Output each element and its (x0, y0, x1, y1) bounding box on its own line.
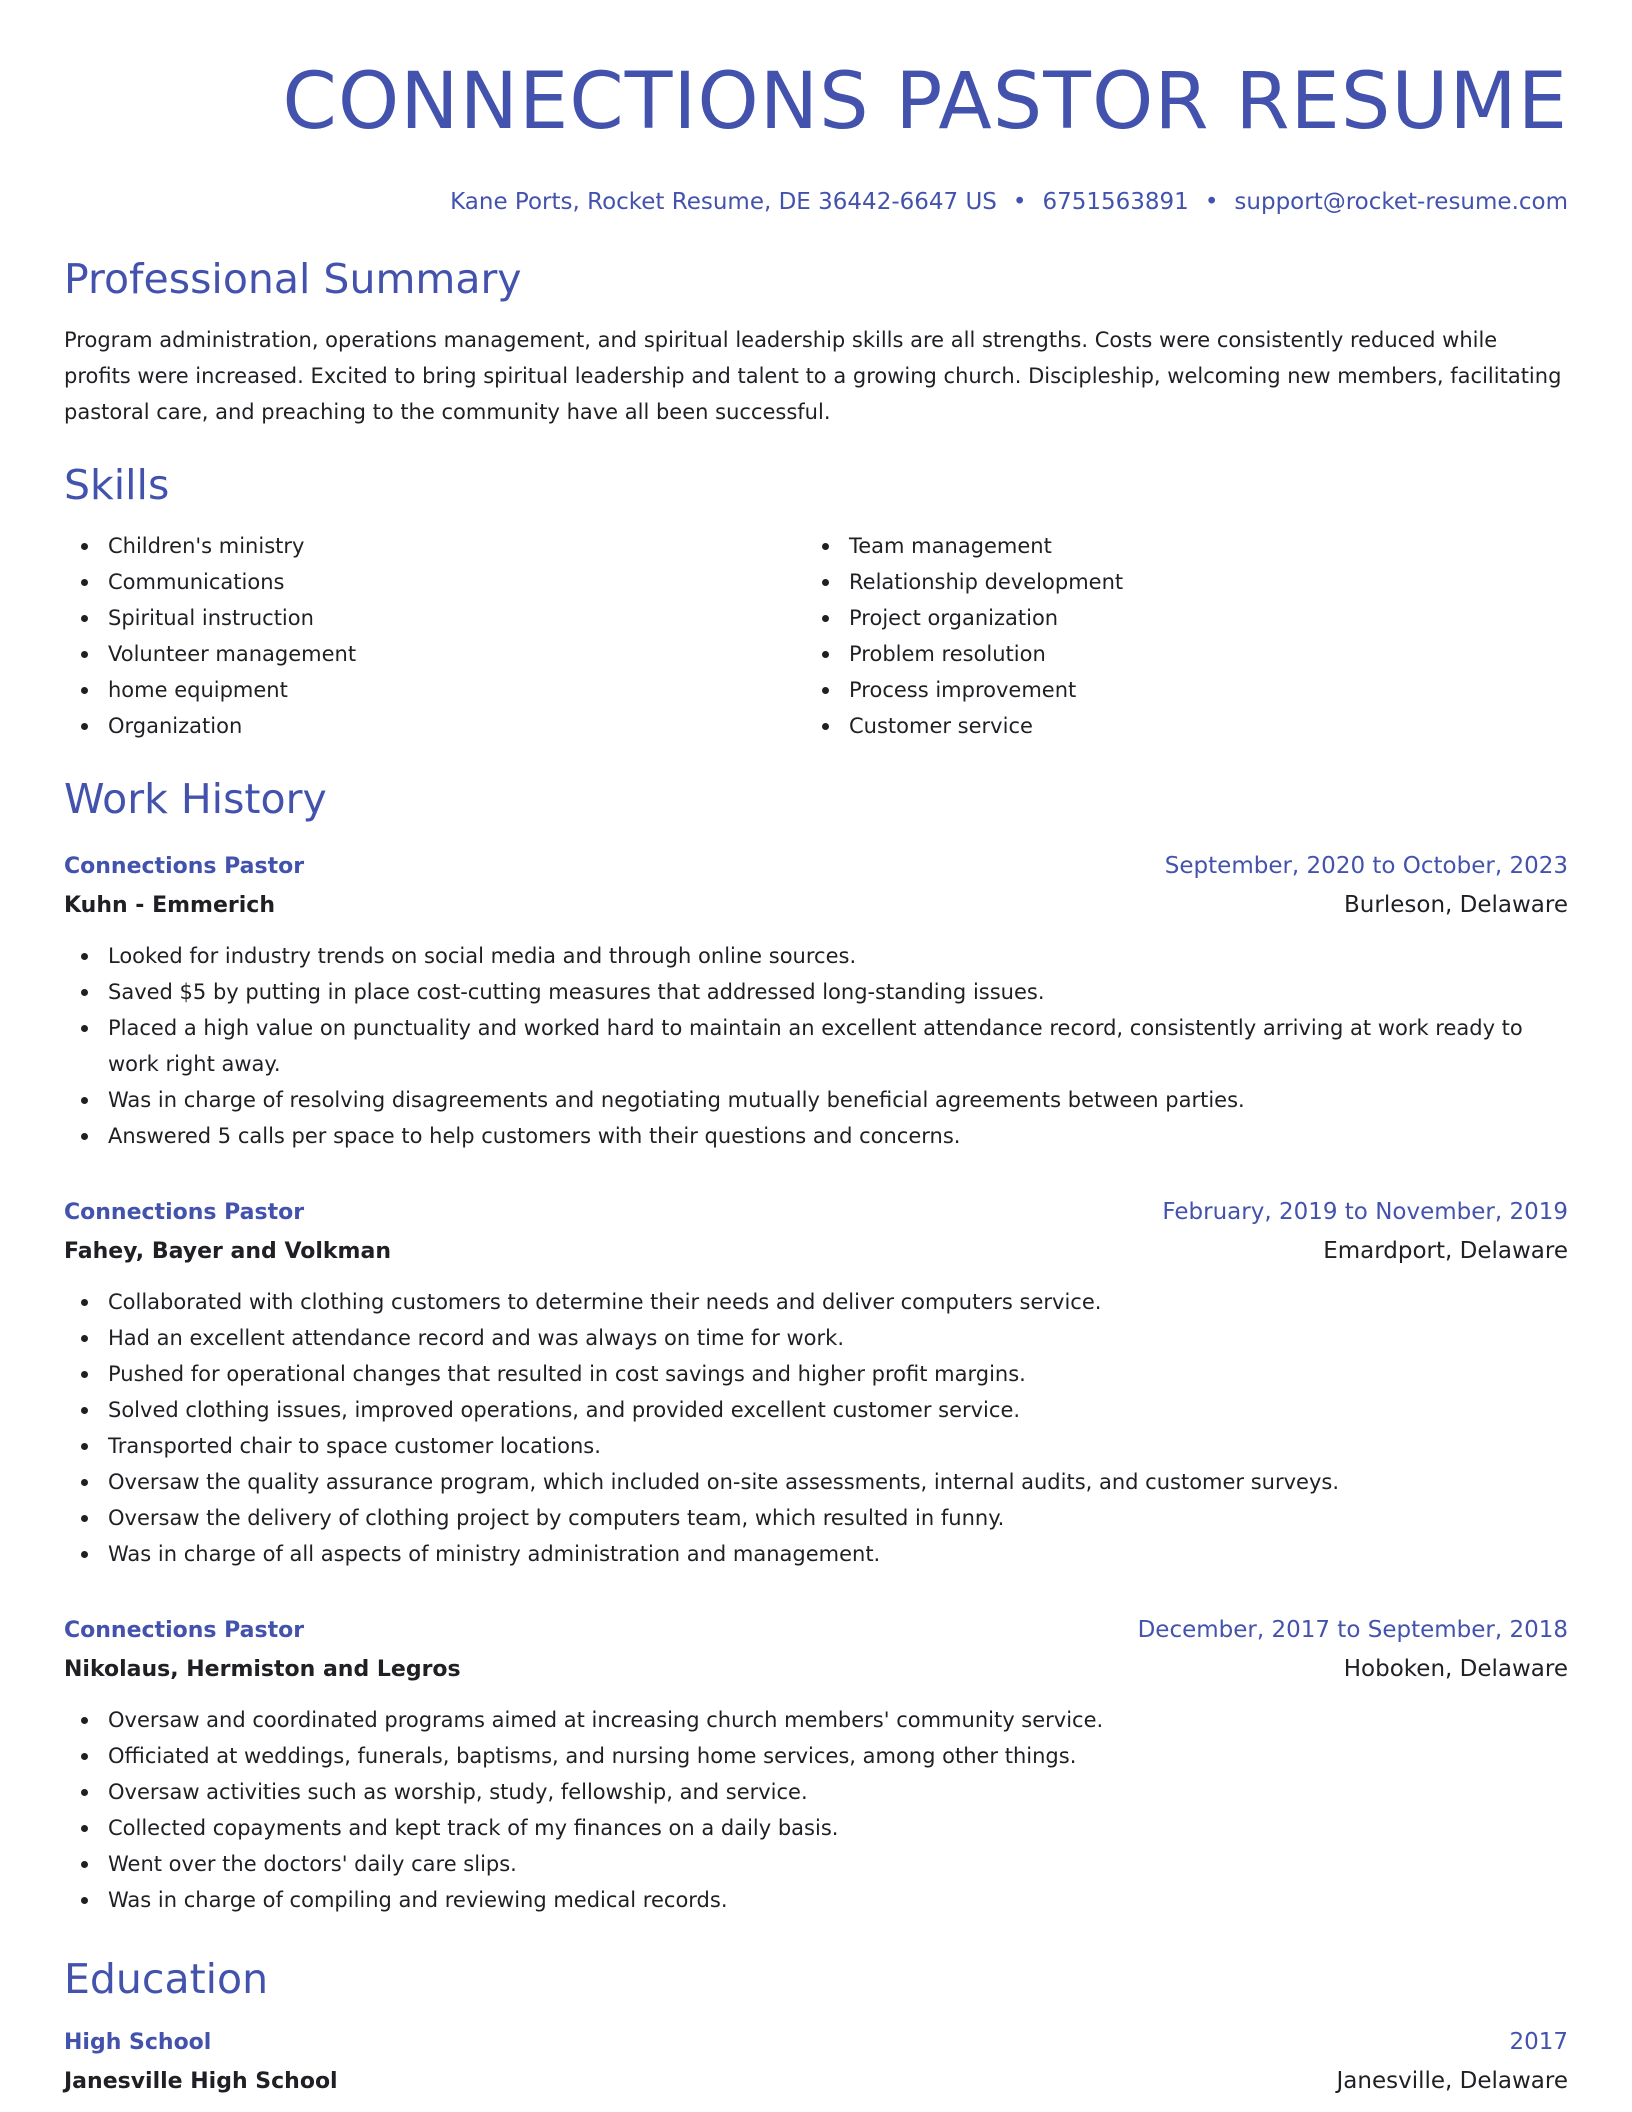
summary-heading: Professional Summary (64, 255, 522, 303)
job-location: Hoboken, Delaware (1343, 1656, 1568, 1682)
job-bullet: Transported chair to space customer locations. (64, 1428, 1568, 1464)
job-bullet: Collected copayments and kept track of my finances on a daily basis. (64, 1810, 1568, 1846)
job-dates: December, 2017 to September, 2018 (1137, 1617, 1568, 1643)
job-bullet: Officiated at weddings, funerals, baptisms, and nursing home services, among other things. (64, 1738, 1568, 1774)
contact-address: Kane Ports, Rocket Resume, DE 36442-6647 US (450, 189, 997, 215)
job-title: Connections Pastor (64, 1618, 305, 1643)
skill-item: Problem resolution (805, 636, 1546, 672)
skill-item: home equipment (64, 672, 805, 708)
skills-column-left (64, 528, 805, 744)
skills-heading: Skills (64, 461, 170, 509)
contact-line (64, 188, 1568, 216)
job-bullet: Went over the doctors' daily care slips. (64, 1846, 1568, 1882)
job-bullet: Oversaw and coordinated programs aimed at increasing church members' community service. (64, 1702, 1568, 1738)
job-dates: September, 2020 to October, 2023 (1164, 853, 1568, 879)
skill-item: Communications (64, 564, 805, 600)
education-heading: Education (64, 1955, 269, 2003)
work-history-heading: Work History (64, 775, 327, 823)
skill-item: Project organization (805, 600, 1546, 636)
job-bullet: Placed a high value on punctuality and worked hard to maintain an excellent attendance record, consistently arriving at work ready to work right away. (64, 1010, 1568, 1082)
job-bullet: Pushed for operational changes that resulted in cost savings and higher profit margins. (64, 1356, 1568, 1392)
skill-item: Relationship development (805, 564, 1546, 600)
skill-item: Volunteer management (64, 636, 805, 672)
job-dates: February, 2019 to November, 2019 (1162, 1199, 1568, 1225)
job-bullet: Saved $5 by putting in place cost-cutting measures that addressed long-standing issues. (64, 974, 1568, 1010)
job-location: Emardport, Delaware (1323, 1238, 1568, 1264)
skills-list (64, 528, 1568, 744)
education-degree: High School (64, 2030, 212, 2055)
skill-item: Customer service (805, 708, 1546, 744)
job-bullet: Oversaw the quality assurance program, which included on-site assessments, internal audits, and customer surveys. (64, 1464, 1568, 1500)
job-bullets (64, 1284, 1568, 1572)
skill-item: Team management (805, 528, 1546, 564)
job-bullet: Looked for industry trends on social media and through online sources. (64, 938, 1568, 974)
job-title: Connections Pastor (64, 854, 305, 879)
job-bullet: Was in charge of all aspects of ministry administration and management. (64, 1536, 1568, 1572)
job-bullets (64, 1702, 1568, 1918)
job-bullet: Had an excellent attendance record and was always on time for work. (64, 1320, 1568, 1356)
job-bullet: Was in charge of resolving disagreements and negotiating mutually beneficial agreements between parties. (64, 1082, 1568, 1118)
education-location: Janesville, Delaware (1336, 2068, 1568, 2094)
job-entry (64, 1194, 1568, 1572)
job-bullets (64, 938, 1568, 1154)
education-year: 2017 (1509, 2029, 1568, 2055)
job-entry (64, 1612, 1568, 1918)
summary-text: Program administration, operations management, and spiritual leadership skills are all strengths. Costs were consistently reduced while profits were increased. Excited to bring spiritual leadership and talent to a growing church. Discipleship, welcoming new members, facilitating pastoral care, and preaching to the community have all been successful. (64, 328, 1562, 424)
job-bullet: Was in charge of compiling and reviewing medical records. (64, 1882, 1568, 1918)
job-bullet: Collaborated with clothing customers to determine their needs and deliver computers service. (64, 1284, 1568, 1320)
contact-separator: • (1204, 189, 1219, 215)
skill-item: Children's ministry (64, 528, 805, 564)
skill-item: Organization (64, 708, 805, 744)
job-bullet: Oversaw activities such as worship, study, fellowship, and service. (64, 1774, 1568, 1810)
job-location: Burleson, Delaware (1344, 892, 1568, 918)
education-school: Janesville High School (64, 2069, 338, 2094)
job-company: Nikolaus, Hermiston and Legros (64, 1657, 461, 1682)
contact-email: support@rocket-resume.com (1234, 189, 1568, 215)
contact-phone: 6751563891 (1042, 189, 1189, 215)
resume-title: CONNECTIONS PASTOR RESUME (282, 57, 1568, 147)
education-entry (64, 2024, 1568, 2102)
skill-item: Process improvement (805, 672, 1546, 708)
job-title: Connections Pastor (64, 1200, 305, 1225)
job-entry (64, 848, 1568, 1154)
skills-column-right (805, 528, 1546, 744)
job-bullet: Oversaw the delivery of clothing project by computers team, which resulted in funny. (64, 1500, 1568, 1536)
job-company: Kuhn - Emmerich (64, 893, 275, 918)
contact-separator: • (1012, 189, 1027, 215)
job-bullet: Solved clothing issues, improved operations, and provided excellent customer service. (64, 1392, 1568, 1428)
job-bullet: Answered 5 calls per space to help customers with their questions and concerns. (64, 1118, 1568, 1154)
job-company: Fahey, Bayer and Volkman (64, 1239, 391, 1264)
skill-item: Spiritual instruction (64, 600, 805, 636)
